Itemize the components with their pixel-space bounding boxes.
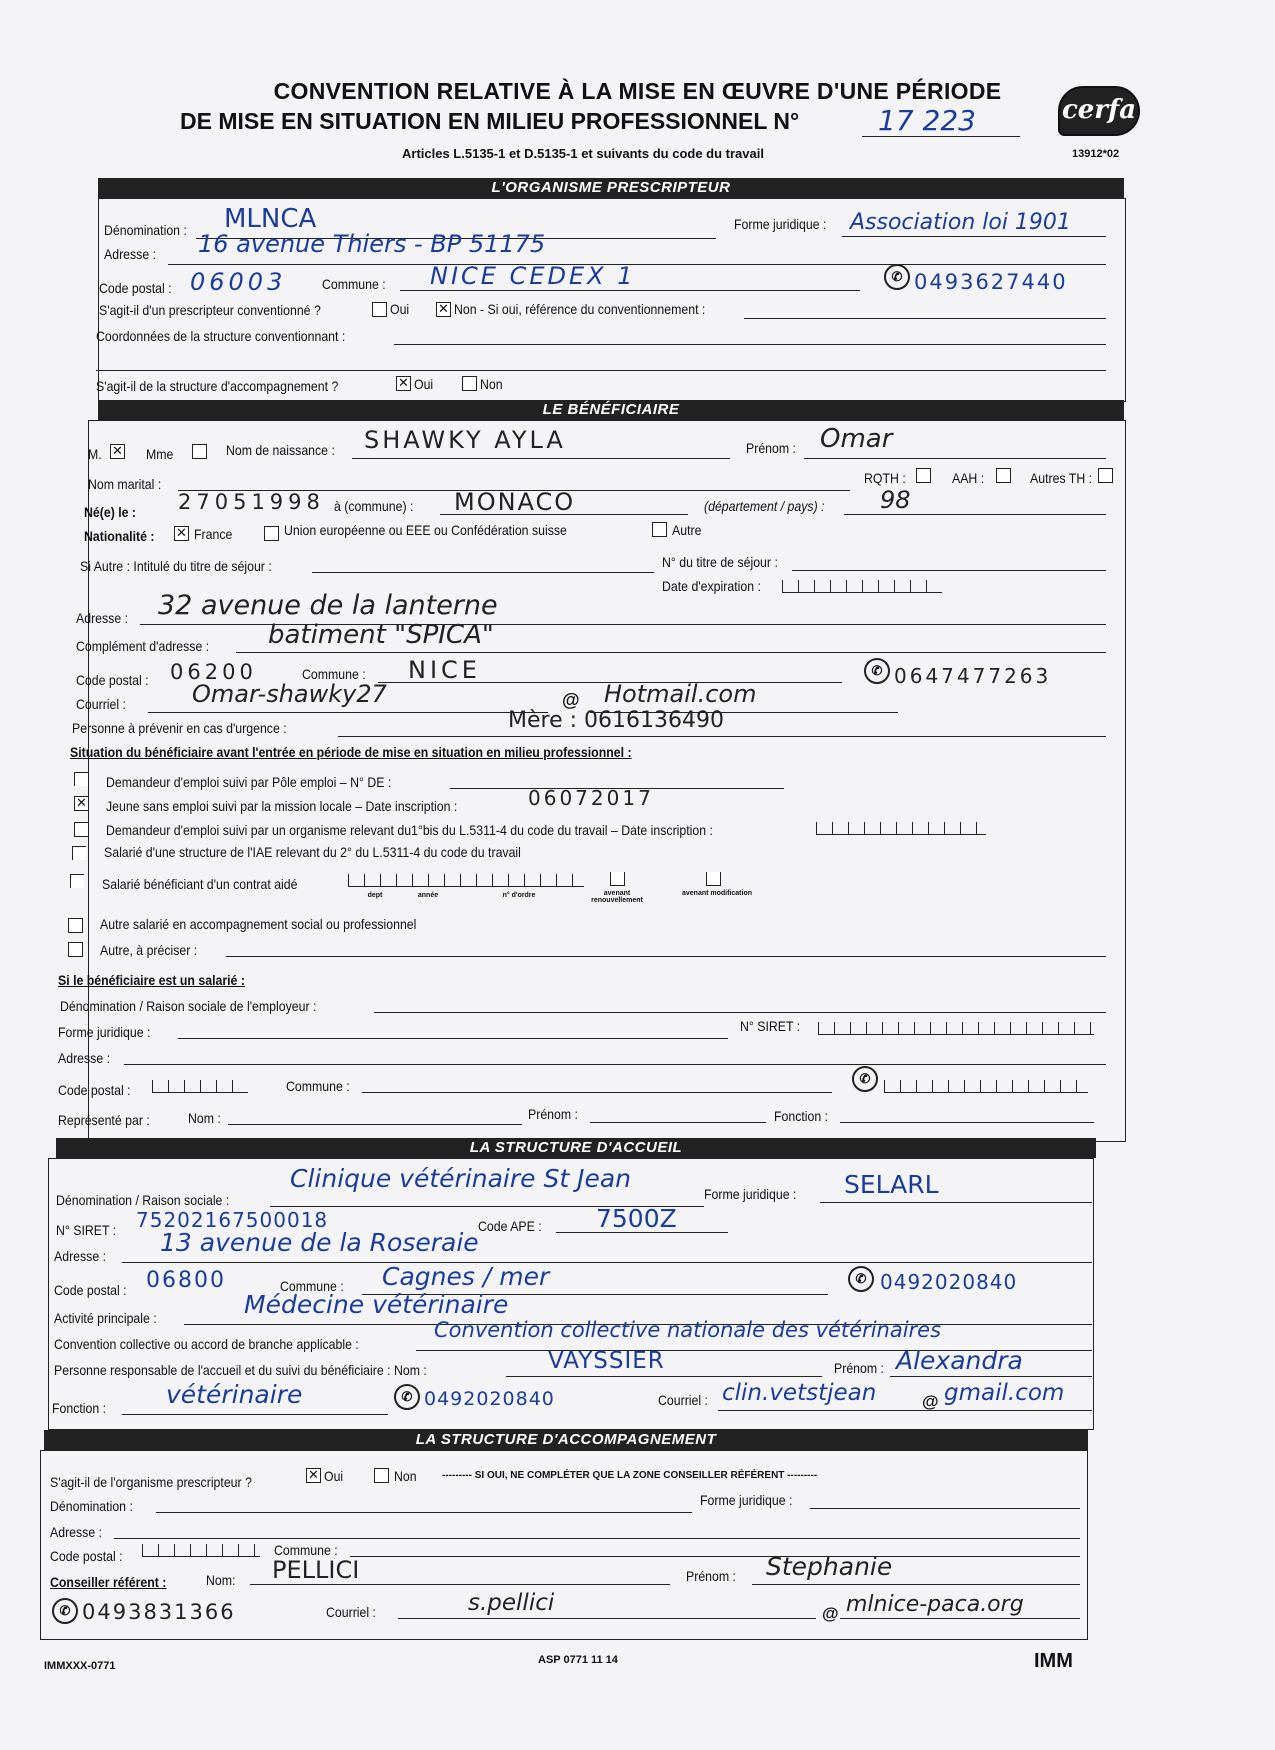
- accomp-oui-label: Oui: [324, 1468, 344, 1484]
- sit2-date-value[interactable]: 06072017: [528, 786, 654, 810]
- prescripteur-cp-label: Code postal :: [99, 280, 172, 296]
- avenant-modification-caption: avenant modification: [681, 890, 752, 897]
- rule: [250, 1584, 670, 1585]
- accomp-adresse-label: Adresse :: [50, 1524, 103, 1540]
- rule: [236, 652, 1106, 653]
- title-line-1: CONVENTION RELATIVE À LA MISE EN ŒUVRE D'UNE PÉRIODE: [273, 78, 1002, 104]
- sit6-checkbox[interactable]: [68, 918, 83, 933]
- section-beneficiaire: LE BÉNÉFICIAIRE: [98, 400, 1124, 420]
- number-underline: [862, 136, 1020, 137]
- accomp-question: S'agit-il de l'organisme prescripteur ?: [50, 1474, 252, 1490]
- rqth-label: RQTH :: [864, 470, 906, 486]
- nationalite-label: Nationalité :: [84, 528, 155, 544]
- sit5-checkbox[interactable]: [70, 874, 84, 888]
- accueil-courriel-value[interactable]: clin.vetstjean: [722, 1380, 877, 1406]
- ue-checkbox[interactable]: [264, 526, 279, 541]
- accueil-cp-value[interactable]: 06800: [146, 1268, 226, 1293]
- accueil-convention-value[interactable]: Convention collective nationale des vétérinaires: [434, 1318, 942, 1342]
- phone-icon-6: ✆: [52, 1598, 78, 1624]
- rule: [394, 344, 1106, 345]
- rule: [744, 318, 1106, 319]
- cerfa-logo: cerfa: [1058, 86, 1140, 136]
- prescripteur-denomination-label: Dénomination :: [104, 222, 187, 238]
- sit1-label: Demandeur d'emploi suivi par Pôle emploi – N° DE :: [106, 774, 392, 790]
- sal-siret-input[interactable]: [818, 1022, 1094, 1035]
- sit5-label: Salarié bénéficiant d'un contrat aidé: [102, 876, 298, 892]
- rule: [718, 1410, 1092, 1411]
- rule: [352, 458, 730, 459]
- phone-icon-3: ✆: [852, 1066, 878, 1092]
- accomp-cp-input[interactable]: [142, 1544, 260, 1557]
- section-accompagnement: LA STRUCTURE D'ACCOMPAGNEMENT: [44, 1430, 1088, 1450]
- prescripteur-accomp-question: S'agit-il de la structure d'accompagnement ?: [96, 378, 339, 394]
- accueil-responsable-label: Personne responsable de l'accueil et du suivi du bénéficiaire : Nom :: [54, 1362, 427, 1378]
- accomp-denomination-label: Dénomination :: [50, 1498, 133, 1514]
- beneficiaire-cp-label: Code postal :: [76, 672, 149, 688]
- rule: [590, 1122, 766, 1123]
- rule: [114, 1538, 1080, 1539]
- rule: [820, 1202, 1092, 1203]
- avenant-modification-box[interactable]: [706, 872, 721, 886]
- departement-value[interactable]: 98: [880, 486, 911, 514]
- sal-cp-input[interactable]: [152, 1080, 248, 1093]
- section-prescripteur: L'ORGANISME PRESCRIPTEUR: [98, 178, 1124, 198]
- sit7-label: Autre, à préciser :: [100, 942, 198, 958]
- rule: [338, 736, 1106, 737]
- rule: [810, 1508, 1080, 1509]
- courriel-value[interactable]: Omar-shawky27: [192, 680, 387, 708]
- accomp-commune-label: Commune :: [274, 1542, 338, 1558]
- represente-label: Représenté par :: [58, 1112, 150, 1128]
- num-titre-label: N° du titre de séjour :: [662, 554, 778, 570]
- rep-fonction-label: Fonction :: [774, 1108, 829, 1124]
- accomp-non-checkbox[interactable]: [374, 1468, 389, 1483]
- rqth-checkbox[interactable]: [916, 468, 931, 483]
- accomp-cp-label: Code postal :: [50, 1548, 123, 1564]
- beneficiaire-cp-value[interactable]: 06200: [170, 660, 257, 684]
- sit4-label: Salarié d'une structure de l'IAE relevant du 2° du L.5311-4 du code du travail: [104, 844, 521, 860]
- convention-number: 17 223: [878, 104, 976, 137]
- departement-label: (département / pays) :: [704, 498, 825, 514]
- accueil-resp-prenom-label: Prénom :: [834, 1360, 884, 1376]
- courriel-domain-value[interactable]: Hotmail.com: [604, 680, 757, 708]
- accueil-fonction-label: Fonction :: [52, 1400, 107, 1416]
- conseiller-prenom-label: Prénom :: [686, 1568, 736, 1584]
- prescripteur-adresse-label: Adresse :: [104, 246, 157, 262]
- beneficiaire-tel-value[interactable]: 0647477263: [894, 664, 1052, 688]
- rule: [844, 514, 1106, 515]
- conseiller-courriel-label: Courriel :: [326, 1604, 376, 1620]
- rule: [842, 236, 1106, 237]
- sit3-checkbox[interactable]: [74, 822, 89, 837]
- france-label: France: [194, 526, 233, 542]
- complement-value[interactable]: batiment "SPICA": [268, 620, 494, 650]
- prescripteur-forme-value[interactable]: Association loi 1901: [850, 210, 1071, 235]
- accomp-forme-label: Forme juridique :: [700, 1492, 793, 1508]
- phone-icon-5: ✆: [394, 1384, 420, 1410]
- titre-sejour-label: Si Autre : Intitulé du titre de séjour :: [80, 558, 272, 574]
- mme-checkbox[interactable]: [192, 444, 207, 459]
- beneficiaire-commune-label: Commune :: [302, 666, 366, 682]
- prescripteur-commune-value[interactable]: NICE CEDEX 1: [430, 262, 636, 290]
- accueil-commune-label: Commune :: [280, 1278, 344, 1294]
- prescripteur-forme-label: Forme juridique :: [734, 216, 827, 232]
- rep-nom-label: Nom :: [188, 1110, 221, 1126]
- sal-forme-label: Forme juridique :: [58, 1024, 151, 1040]
- rule: [840, 1122, 1094, 1123]
- nom-naissance-value[interactable]: SHAWKY AYLA: [364, 426, 566, 454]
- rule: [440, 514, 688, 515]
- rule: [804, 458, 1106, 459]
- m-checkbox[interactable]: ✕: [110, 444, 125, 459]
- prescripteur-tel-value[interactable]: 0493627440: [914, 270, 1068, 294]
- accueil-adresse-value[interactable]: 13 avenue de la Roseraie: [160, 1228, 479, 1257]
- ne-le-label: Né(e) le :: [84, 504, 137, 520]
- conseiller-tel-value[interactable]: 0493831366: [82, 1600, 236, 1624]
- rule: [350, 1556, 1080, 1557]
- accueil-activite-label: Activité principale :: [54, 1310, 157, 1326]
- oui-label-2: Oui: [414, 376, 434, 392]
- rule: [362, 1092, 832, 1093]
- rule: [148, 712, 548, 713]
- sal-adresse-label: Adresse :: [58, 1050, 111, 1066]
- nordre-caption: n° d'ordre: [502, 892, 536, 899]
- accueil-fonction-value[interactable]: vétérinaire: [166, 1380, 303, 1409]
- rule: [398, 1618, 816, 1619]
- date-naissance-value[interactable]: 27051998: [178, 490, 325, 514]
- rule: [840, 1618, 1080, 1619]
- ue-label: Union européenne ou EEE ou Confédération suisse: [284, 522, 567, 538]
- situation-title: Situation du bénéficiaire avant l'entrée en période de mise en situation en milieu professionnel :: [70, 744, 632, 760]
- accomp-note: --------- SI OUI, NE COMPLÉTER QUE LA ZONE CONSEILLER RÉFÉRENT ---------: [442, 1470, 818, 1481]
- beneficiaire-adresse-value[interactable]: 32 avenue de la lanterne: [158, 590, 498, 621]
- accueil-siret-label: N° SIRET :: [56, 1222, 117, 1238]
- footer-center: ASP 0771 11 14: [538, 1654, 618, 1666]
- accueil-responsable-nom-value[interactable]: VAYSSIER: [548, 1348, 665, 1374]
- accueil-adresse-label: Adresse :: [54, 1248, 107, 1264]
- prescripteur-denomination-value[interactable]: MLNCA: [224, 204, 317, 234]
- rule: [122, 1414, 388, 1415]
- conseiller-prenom-value[interactable]: Stephanie: [766, 1552, 893, 1581]
- autres-th-checkbox[interactable]: [1098, 468, 1113, 483]
- conseiller-label: Conseiller référent :: [50, 1574, 167, 1590]
- prenom-label: Prénom :: [746, 440, 796, 456]
- accueil-ape-label: Code APE :: [478, 1218, 542, 1234]
- phone-icon-4: ✆: [848, 1266, 874, 1292]
- rule: [124, 1064, 1106, 1065]
- autres-th-label: Autres TH :: [1030, 470, 1093, 486]
- prescripteur-adresse-value[interactable]: 16 avenue Thiers - BP 51175: [198, 230, 546, 258]
- oui-label: Oui: [390, 301, 410, 317]
- nom-naissance-label: Nom de naissance :: [226, 442, 335, 458]
- avenant-renouvellement-box[interactable]: [610, 872, 625, 886]
- autre-nat-label: Autre: [672, 522, 702, 538]
- prescripteur-conventionne-question: S'agit-il d'un prescripteur conventionné ?: [99, 302, 321, 318]
- sal-cp-label: Code postal :: [58, 1082, 131, 1098]
- rule: [178, 1038, 728, 1039]
- commune-naissance-label: à (commune) :: [334, 498, 414, 514]
- prescripteur-accomp-non-checkbox[interactable]: [462, 376, 477, 391]
- autre-nat-checkbox[interactable]: [652, 522, 667, 537]
- contrat-aide-input[interactable]: [348, 874, 584, 887]
- complement-label: Complément d'adresse :: [76, 638, 210, 654]
- sit6-label: Autre salarié en accompagnement social ou professionnel: [100, 916, 417, 932]
- nom-marital-label: Nom marital :: [88, 476, 162, 492]
- prescripteur-commune-label: Commune :: [322, 276, 386, 292]
- dept-caption: dept: [367, 892, 383, 899]
- accueil-convention-label: Convention collective ou accord de branche applicable :: [54, 1336, 359, 1352]
- salarie-title: Si le bénéficiaire est un salarié :: [58, 972, 245, 988]
- accomp-non-label: Non: [394, 1468, 417, 1484]
- sit3-date-input[interactable]: [816, 822, 986, 835]
- m-label: M.: [88, 446, 102, 462]
- conseiller-nom-value[interactable]: PELLICI: [272, 1556, 360, 1584]
- at-sign-2: @: [922, 1392, 939, 1411]
- prescripteur-accomp-oui-checkbox[interactable]: ✕: [396, 376, 411, 391]
- urgence-label: Personne à prévenir en cas d'urgence :: [72, 720, 287, 736]
- aah-checkbox[interactable]: [996, 468, 1011, 483]
- sal-commune-label: Commune :: [286, 1078, 350, 1094]
- rule: [374, 1012, 1106, 1013]
- accueil-activite-value[interactable]: Médecine vétérinaire: [244, 1290, 509, 1319]
- sit4-checkbox[interactable]: [72, 846, 86, 860]
- date-expiration-input[interactable]: [782, 580, 942, 593]
- conseiller-courriel-domain-value[interactable]: mlnice-paca.org: [846, 1592, 1024, 1617]
- sal-denomination-label: Dénomination / Raison sociale de l'employeur :: [60, 998, 317, 1014]
- beneficiaire-adresse-label: Adresse :: [76, 610, 129, 626]
- footer-right: IMM: [1034, 1650, 1073, 1672]
- rule: [312, 572, 654, 573]
- rule: [96, 370, 1106, 371]
- rule: [122, 1262, 1092, 1263]
- date-expiration-label: Date d'expiration :: [662, 578, 761, 594]
- at-sign: @: [562, 690, 580, 710]
- footer-left: IMMXXX-0771: [44, 1660, 116, 1672]
- aah-label: AAH :: [952, 470, 985, 486]
- non-label: Non: [480, 376, 503, 392]
- phone-icon: ✆: [884, 264, 910, 290]
- accueil-tel2-value[interactable]: 0492020840: [424, 1388, 555, 1410]
- accomp-oui-checkbox[interactable]: ✕: [306, 1468, 321, 1483]
- courriel-label: Courriel :: [76, 696, 126, 712]
- title-line-2: DE MISE EN SITUATION EN MILIEU PROFESSIONNEL N°: [180, 108, 800, 134]
- rule: [752, 1584, 1080, 1585]
- sit2-checkbox[interactable]: ✕: [74, 796, 89, 811]
- sit7-checkbox[interactable]: [68, 942, 83, 957]
- accueil-responsable-prenom-value[interactable]: Alexandra: [896, 1346, 1023, 1375]
- accueil-cp-label: Code postal :: [54, 1282, 127, 1298]
- avenant-renouvellement-caption: avenant renouvellement: [591, 890, 643, 904]
- accueil-courriel-label: Courriel :: [658, 1392, 708, 1408]
- accueil-denomination-value[interactable]: Clinique vétérinaire St Jean: [290, 1164, 632, 1193]
- coordonnees-label: Coordonnées de la structure conventionnant :: [96, 328, 346, 344]
- mme-label: Mme: [146, 446, 174, 462]
- rule: [506, 1376, 822, 1377]
- rule: [556, 1232, 728, 1233]
- cerfa-code: 13912*02: [1072, 148, 1120, 160]
- phone-icon-2: ✆: [864, 658, 890, 684]
- section-accueil: LA STRUCTURE D'ACCUEIL: [56, 1138, 1096, 1158]
- accueil-denomination-label: Dénomination / Raison sociale :: [56, 1192, 230, 1208]
- sit1-checkbox[interactable]: [74, 772, 88, 786]
- urgence-value[interactable]: Mère : 0616136490: [508, 708, 724, 733]
- accueil-tel-value[interactable]: 0492020840: [880, 1270, 1018, 1294]
- sal-tel-input[interactable]: [884, 1080, 1088, 1093]
- rule: [792, 570, 1106, 571]
- non-ref-label: Non - Si oui, référence du conventionnement :: [454, 301, 706, 317]
- sit3-label: Demandeur d'emploi suivi par un organisme relevant du1°bis du L.5311-4 du code du travail – Date inscription :: [106, 822, 713, 838]
- rule: [890, 1376, 1092, 1377]
- annee-caption: année: [417, 892, 439, 899]
- rep-prenom-label: Prénom :: [528, 1106, 578, 1122]
- accueil-courriel-domain-value[interactable]: gmail.com: [944, 1380, 1065, 1406]
- sit2-label: Jeune sans emploi suivi par la mission locale – Date inscription :: [106, 798, 458, 814]
- rule: [400, 290, 860, 291]
- prenom-value[interactable]: Omar: [820, 424, 893, 454]
- prescripteur-conventionne-oui-checkbox[interactable]: [372, 302, 387, 317]
- rule: [156, 1512, 692, 1513]
- accueil-forme-value[interactable]: SELARL: [844, 1170, 939, 1199]
- beneficiaire-commune-value[interactable]: NICE: [408, 656, 481, 684]
- rule: [226, 956, 1106, 957]
- sal-siret-label: N° SIRET :: [740, 1018, 801, 1034]
- accueil-forme-label: Forme juridique :: [704, 1186, 797, 1202]
- rule: [228, 1124, 522, 1125]
- france-checkbox[interactable]: ✕: [174, 526, 189, 541]
- articles-text: Articles L.5135-1 et D.5135-1 et suivants du code du travail: [402, 146, 764, 161]
- conseiller-nom-label: Nom:: [206, 1572, 236, 1588]
- at-sign-3: @: [822, 1604, 839, 1623]
- conseiller-courriel-value[interactable]: s.pellici: [468, 1590, 555, 1616]
- accueil-commune-value[interactable]: Cagnes / mer: [382, 1262, 550, 1291]
- accueil-siret-value[interactable]: 75202167500018: [136, 1208, 329, 1232]
- prescripteur-cp-value[interactable]: 06003: [190, 268, 287, 296]
- rule: [168, 264, 1106, 265]
- accueil-ape-value[interactable]: 7500Z: [596, 1204, 677, 1233]
- commune-naissance-value[interactable]: MONACO: [454, 488, 576, 516]
- prescripteur-conventionne-non-checkbox[interactable]: ✕: [436, 302, 451, 317]
